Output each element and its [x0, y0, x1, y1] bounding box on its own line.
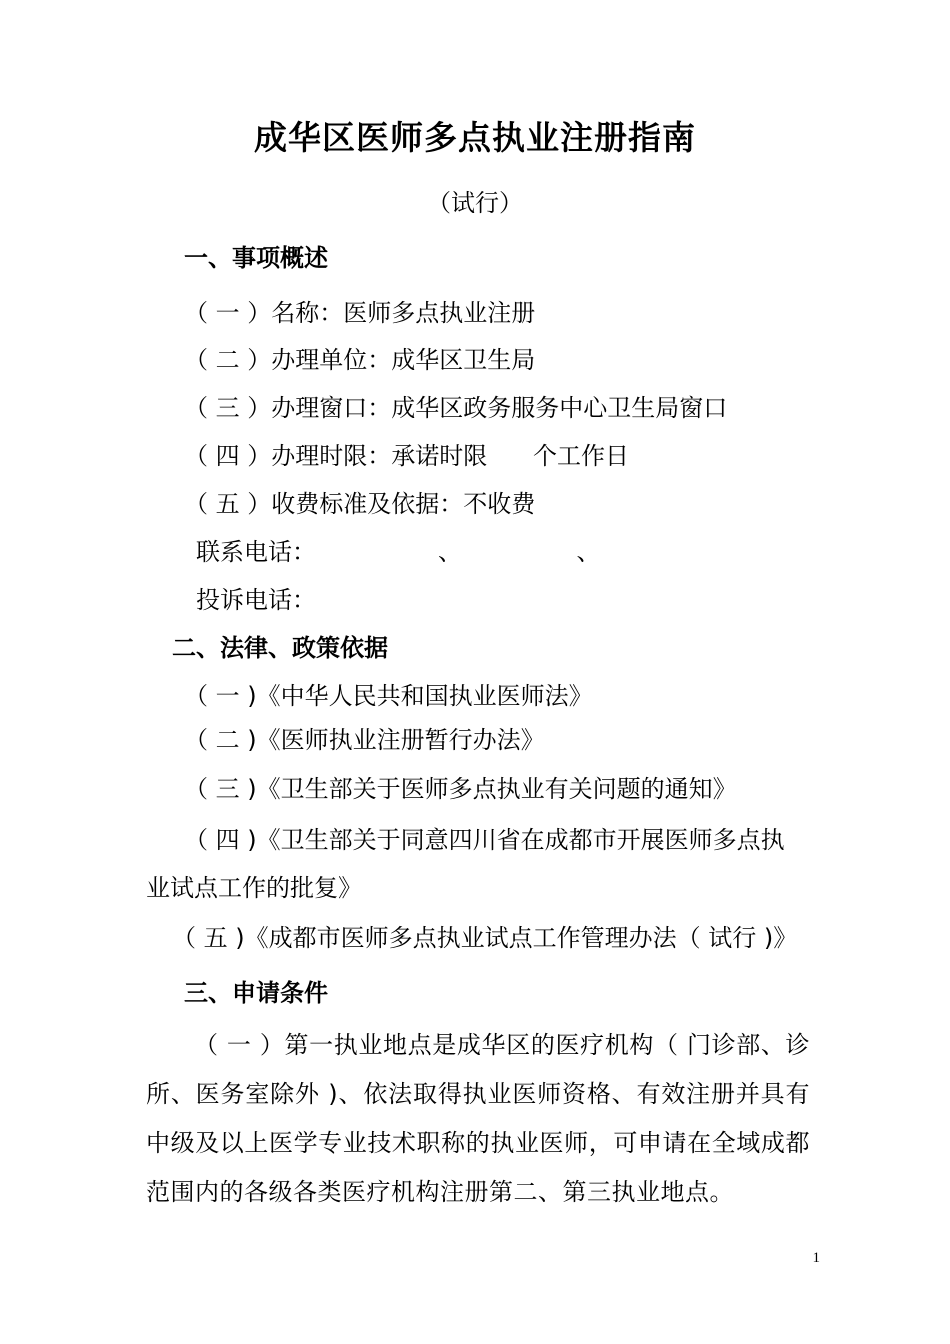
section-1-item-1: （ 一 ）名称：医师多点执业注册: [184, 299, 536, 327]
section-2-item-4-continued: 业试点工作的批复》: [146, 874, 362, 902]
section-1-heading: 一、事项概述: [184, 244, 328, 272]
section-2-item-4: （ 四 )《卫生部关于同意四川省在成都市开展医师多点执: [184, 826, 785, 854]
page-number: 1: [812, 1250, 820, 1266]
section-3-heading: 三、申请条件: [184, 979, 328, 1007]
section-1-item-4: （ 四 ）办理时限：承诺时限 个工作日: [184, 442, 630, 470]
section-1-item-2: （ 二 ）办理单位：成华区卫生局: [184, 346, 536, 374]
section-1-item-5: （ 五 ）收费标准及依据：不收费: [184, 490, 536, 518]
section-2-item-3: （ 三 )《卫生部关于医师多点执业有关问题的通知》: [184, 775, 737, 803]
complaint-phone: 投诉电话：: [196, 586, 316, 614]
section-2-item-5: （ 五 )《成都市医师多点执业试点工作管理办法（ 试行 )》: [172, 924, 798, 952]
document-subtitle: （试行）: [427, 189, 523, 217]
section-2-item-1: （ 一 )《中华人民共和国执业医师法》: [184, 682, 593, 710]
contact-phone: 联系电话： 、 、: [196, 538, 601, 566]
section-3-paragraph: （ 一 ）第一执业地点是成华区的医疗机构（ 门诊部、诊所、医务室除外 )、依法取得执业医师资格、有效注册并具有中级及以上医学专业技术职称的执业医师，可申请在全域成都范围内的各级各类医疗机构注册第二、第三执业地点。: [146, 1031, 810, 1206]
section-2-item-2: （ 二 )《医师执业注册暂行办法》: [184, 726, 545, 754]
section-1-item-3: （ 三 ）办理窗口：成华区政务服务中心卫生局窗口: [184, 394, 728, 422]
document-title: 成华区医师多点执业注册指南: [254, 118, 696, 157]
section-2-heading: 二、法律、政策依据: [172, 634, 388, 662]
